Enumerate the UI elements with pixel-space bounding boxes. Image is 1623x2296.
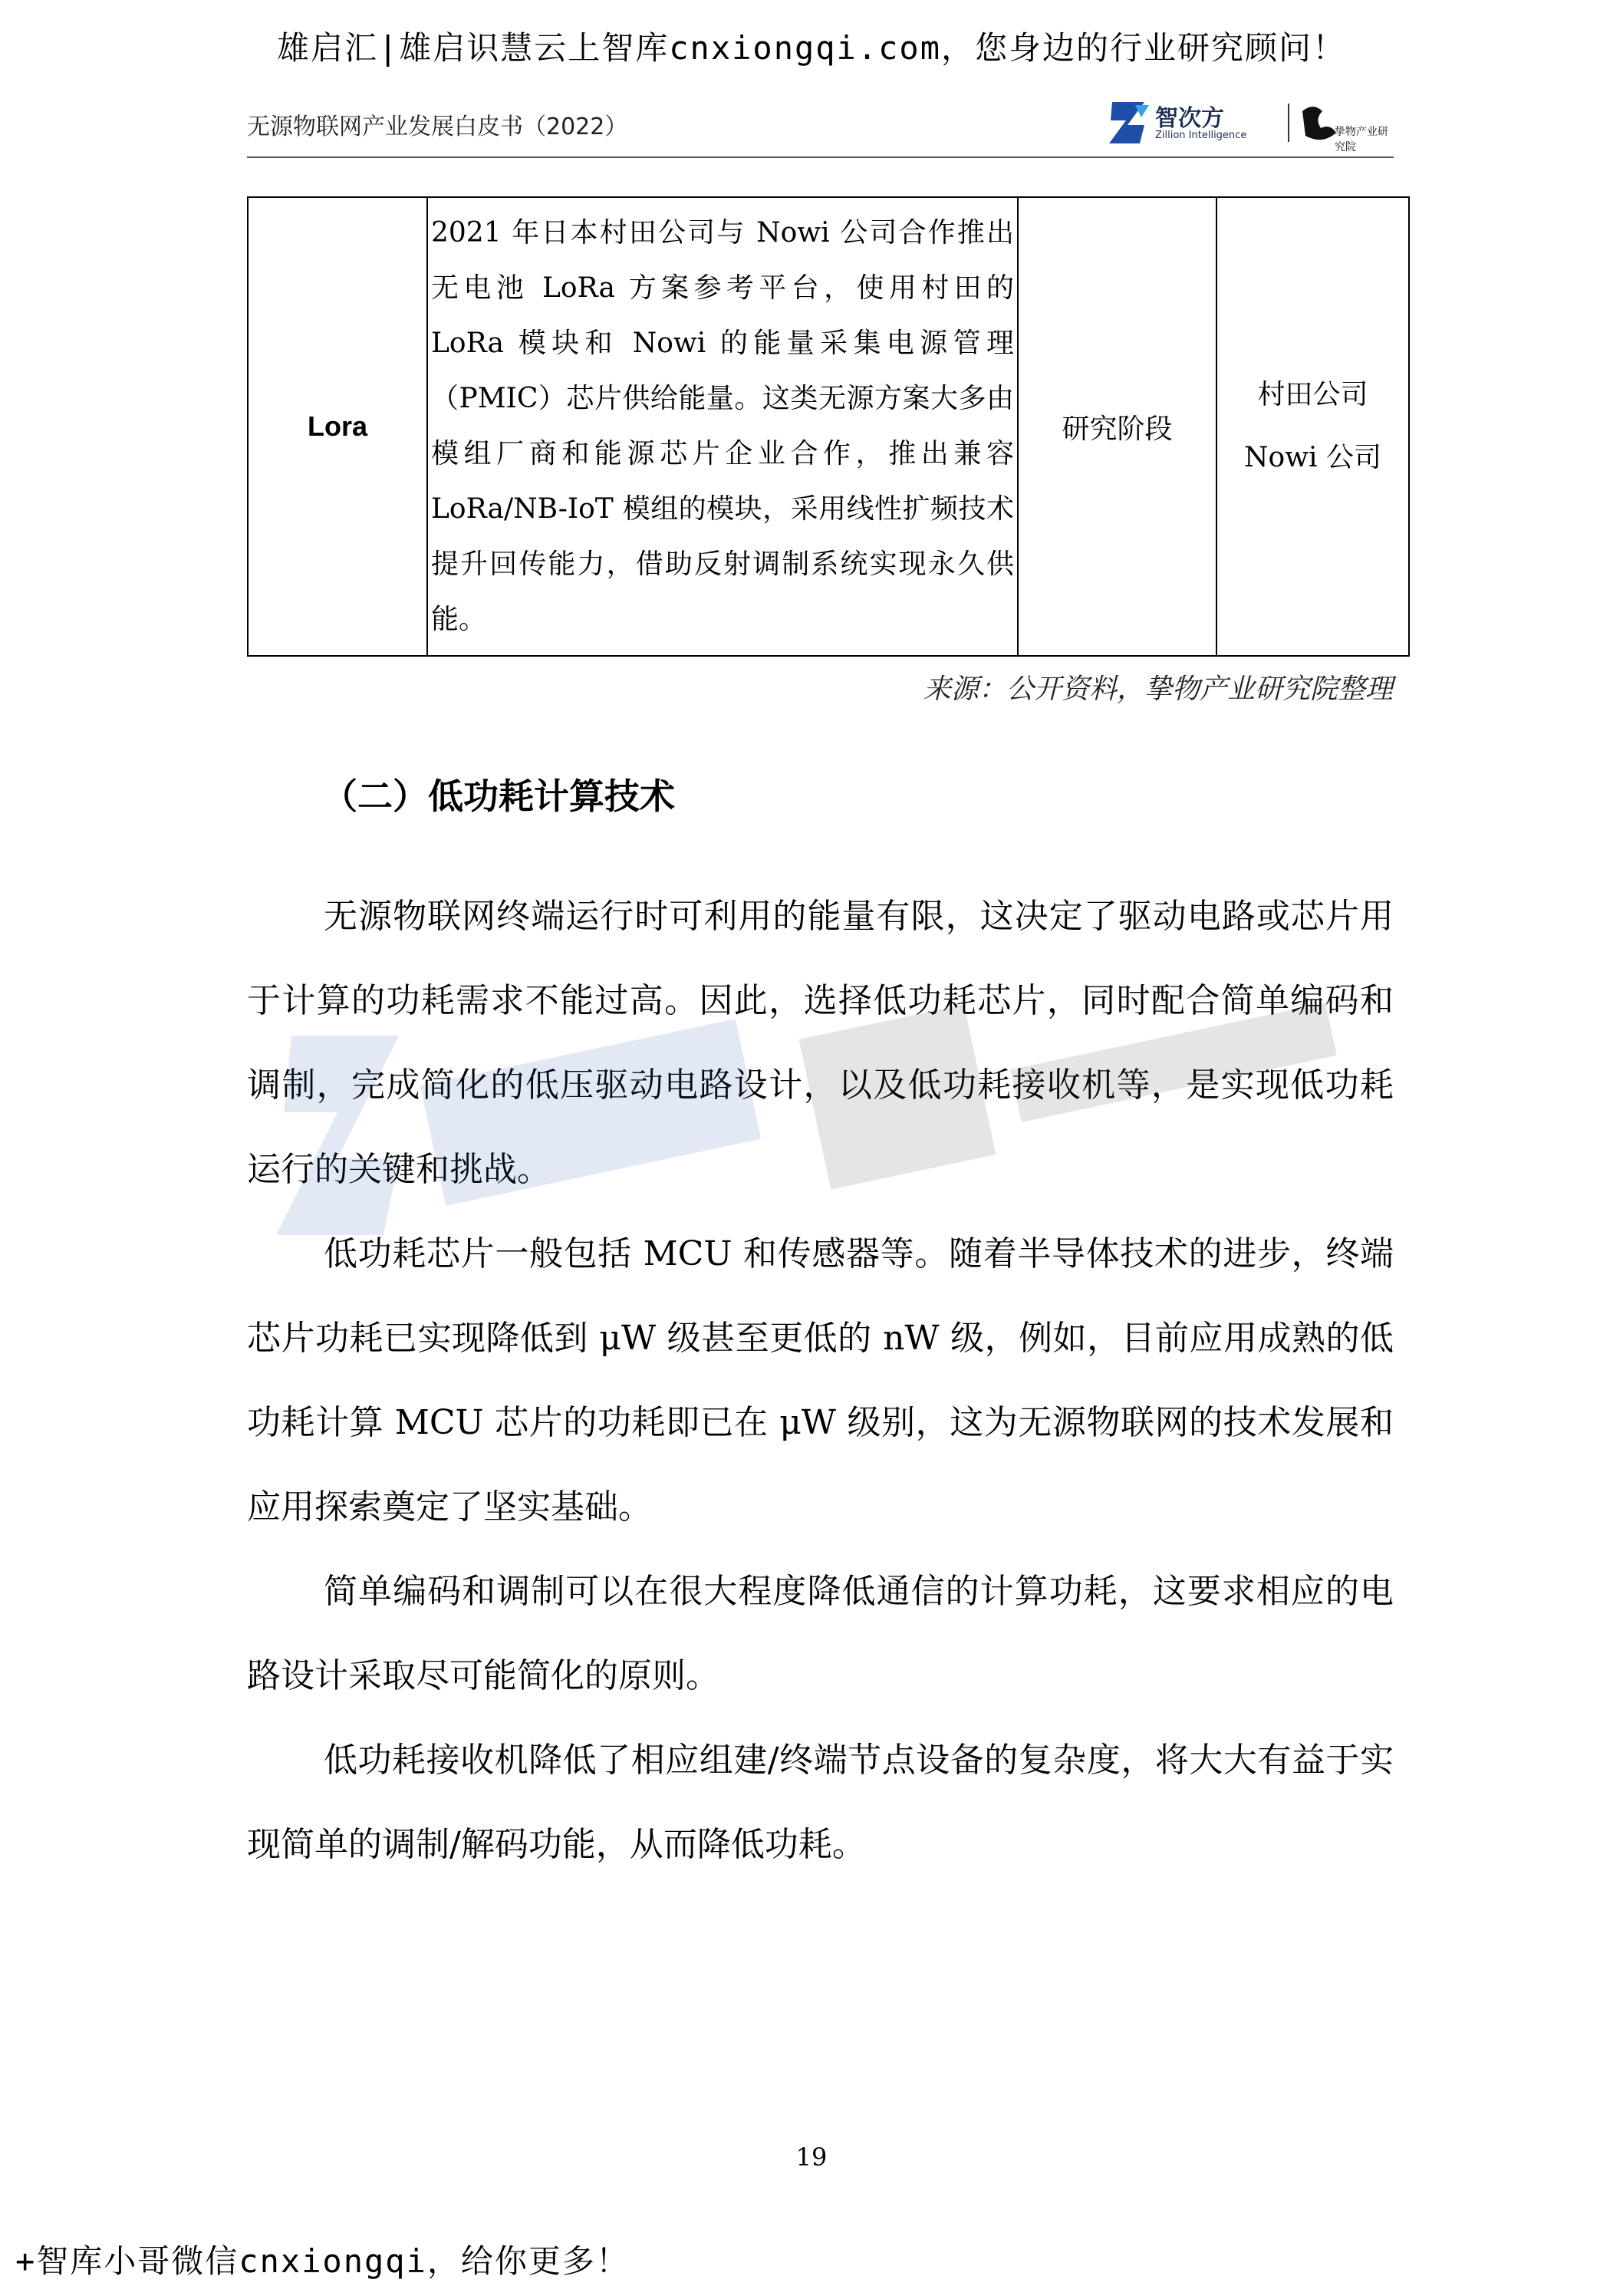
logo1-name: 智次方	[1155, 105, 1224, 132]
top-banner: 雄启汇|雄启识慧云上智库cnxiongqi.com，您身边的行业研究顾问！	[276, 29, 1346, 67]
header-rule	[247, 156, 1394, 158]
tech-cell: Lora	[248, 197, 427, 656]
footer-banner: +智库小哥微信cnxiongqi，给你更多！	[15, 2242, 630, 2280]
paragraph-1: 无源物联网终端运行时可利用的能量有限，这决定了驱动电路或芯片用于计算的功耗需求不能过高。因此，选择低功耗芯片，同时配合简单编码和调制，完成简化的低压驱动电路设计，以及低功耗接收机等，是实现低功耗运行的关键和挑战。	[247, 897, 1394, 1189]
header-logos	[1104, 96, 1396, 153]
paragraph-3: 简单编码和调制可以在很大程度降低通信的计算功耗，这要求相应的电路设计采取尽可能简化的原则。	[247, 1572, 1394, 1695]
logo1-sub: Zillion Intelligence	[1155, 130, 1247, 141]
stage-cell: 研究阶段	[1018, 197, 1216, 656]
desc-cell: 2021 年日本村田公司与 Nowi 公司合作推出无电池 LoRa 方案参考平台，使用村田的 LoRa 模块和 Nowi 的能量采集电源管理（PMIC）芯片供给能量。这类无源方案大多由模组厂商和能源芯片企业合作，推出兼容 LoRa/NB-IoT 模组的模块，采用线性扩频技术提升回传能力，借助反射调制系统实现永久供能。	[427, 197, 1018, 656]
section-heading: （二）低功耗计算技术	[322, 776, 675, 817]
company-1: 村田公司	[1257, 379, 1368, 410]
company-2: Nowi 公司	[1244, 442, 1381, 473]
page-number: 19	[795, 2143, 828, 2172]
running-header: 无源物联网产业发展白皮书（2022）	[247, 114, 628, 140]
company-cell	[1216, 197, 1409, 656]
tech-table	[247, 196, 1410, 657]
table-row	[248, 197, 1409, 656]
paragraph-4: 低功耗接收机降低了相应组建/终端节点设备的复杂度，将大大有益于实现简单的调制/解码功能，从而降低功耗。	[247, 1741, 1394, 1864]
source-note: 来源：公开资料，挚物产业研究院整理	[923, 674, 1393, 705]
logo2-sub: 挚物产业研究院	[1335, 126, 1388, 153]
paragraph-2: 低功耗芯片一般包括 MCU 和传感器等。随着半导体技术的进步，终端芯片功耗已实现降低到 μW 级甚至更低的 nW 级，例如，目前应用成熟的低功耗计算 MCU 芯片的功耗即已在 μW 级别，这为无源物联网的技术发展和应用探索奠定了坚实基础。	[247, 1234, 1394, 1527]
